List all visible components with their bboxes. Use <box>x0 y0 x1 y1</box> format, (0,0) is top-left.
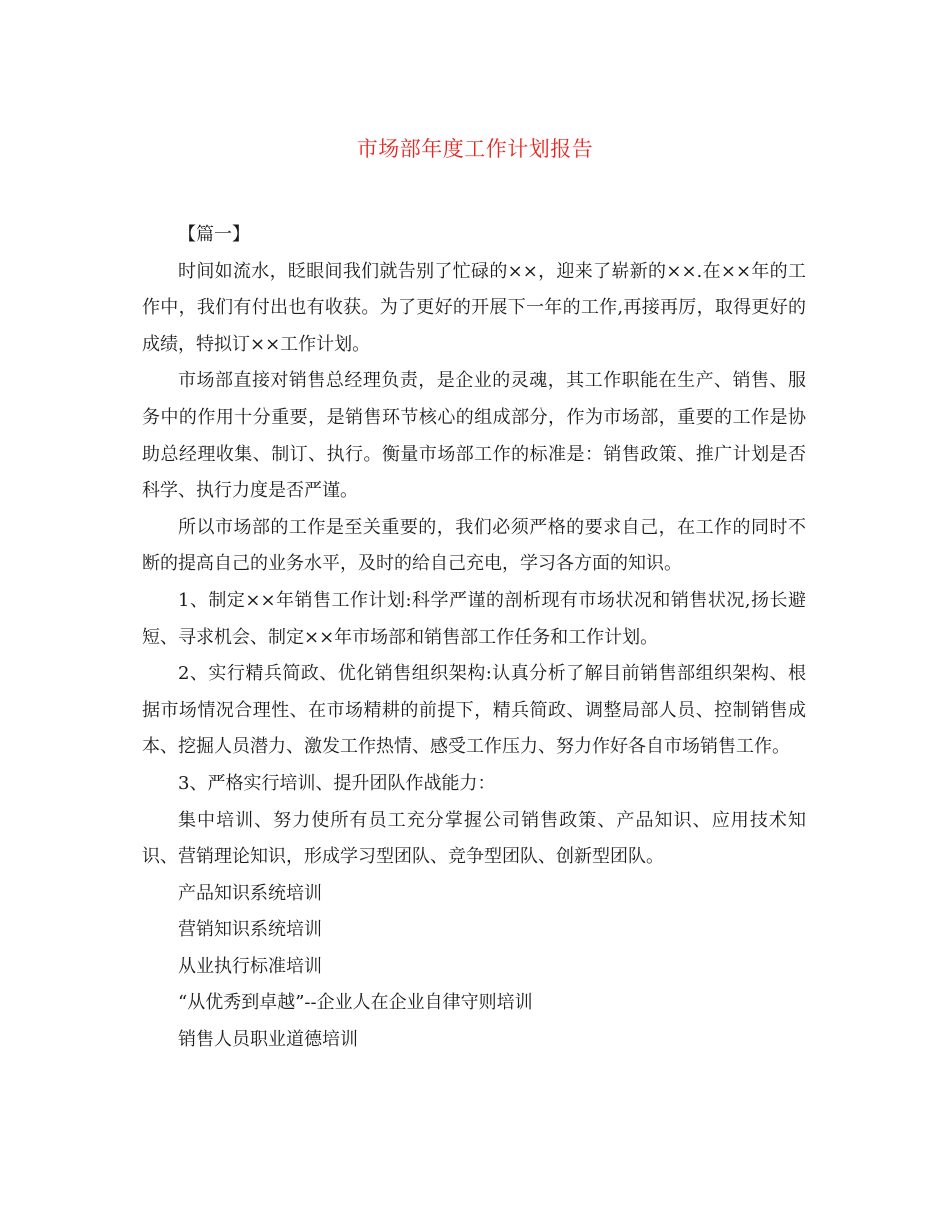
document-body <box>142 217 806 1059</box>
paragraph-item-1: 1、制定××年销售工作计划:科学严谨的剖析现有市场状况和销售状况,扬长避短、寻求机会、制定××年市场部和销售部工作任务和工作计划。 <box>142 589 806 648</box>
paragraph-training: 集中培训、努力使所有员工充分掌握公司销售政策、产品知识、应用技术知识、营销理论知识，形成学习型团队、竞争型团队、创新型团队。 <box>142 809 806 868</box>
list-item: “从优秀到卓越”--企业人在企业自律守则培训 <box>178 992 533 1014</box>
document-title: 市场部年度工作计划报告 <box>356 137 594 161</box>
paragraph-importance: 所以市场部的工作是至关重要的，我们必须严格的要求自己，在工作的同时不断的提高自己的业务水平，及时的给自己充电，学习各方面的知识。 <box>142 516 806 575</box>
list-item: 营销知识系统培训 <box>178 919 322 941</box>
paragraph-role: 市场部直接对销售总经理负责，是企业的灵魂，其工作职能在生产、销售、服务中的作用十分重要，是销售环节核心的组成部分，作为市场部，重要的工作是协助总经理收集、制订、执行。衡量市场部工作的标准是：销售政策、推广计划是否科学、执行力度是否严谨。 <box>142 370 806 502</box>
paragraph-intro: 时间如流水，眨眼间我们就告别了忙碌的××，迎来了崭新的××.在××年的工作中，我们有付出也有收获。为了更好的开展下一年的工作,再接再厉，取得更好的成绩，特拟订××工作计划。 <box>142 260 806 355</box>
list-item: 产品知识系统培训 <box>178 882 322 904</box>
paragraph-item-3: 3、严格实行培训、提升团队作战能力： <box>178 772 496 794</box>
list-item: 从业执行标准培训 <box>178 955 322 977</box>
section-heading: 【篇一】 <box>178 224 250 245</box>
list-item: 销售人员职业道德培训 <box>178 1029 358 1051</box>
paragraph-item-2: 2、实行精兵简政、优化销售组织架构:认真分析了解目前销售部组织架构、根据市场情况合理性、在市场精耕的前提下，精兵简政、调整局部人员、控制销售成本、挖掘人员潜力、激发工作热情、感受工作压力、努力作好各自市场销售工作。 <box>142 663 806 758</box>
